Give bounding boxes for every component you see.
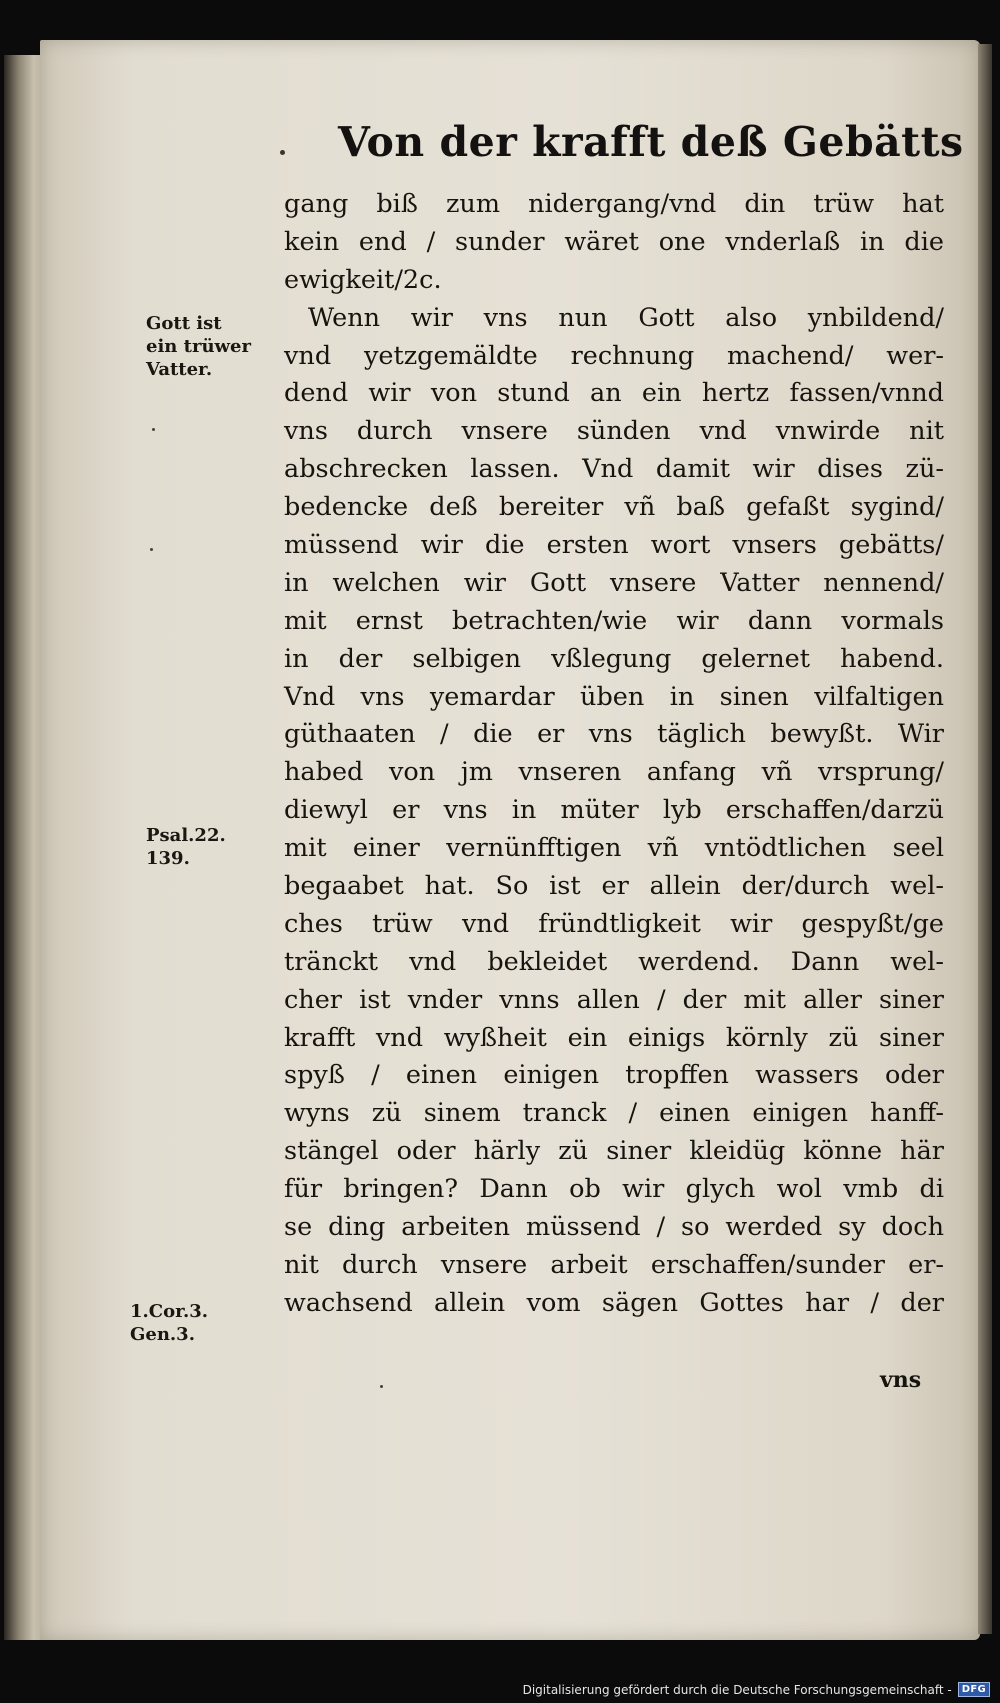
catchword: vns — [880, 1367, 922, 1393]
text-line: tränckt vnd bekleidet werdend. Dann wel- — [284, 946, 944, 977]
margin-note-line: 1.Cor.3. — [130, 1301, 209, 1322]
text-line: Vnd vns yemardar üben in sinen vilfaltigen — [284, 681, 944, 712]
text-line: ewigkeit/2c. — [284, 264, 442, 295]
running-head: Von der krafft deß Gebätts — [338, 118, 964, 166]
text-line: gang biß zum nidergang/vnd din trüw hat — [284, 189, 944, 219]
text-line: für bringen? Dann ob wir glych wol vmb di — [284, 1174, 944, 1205]
text-line: cher ist vnder vnns allen / der mit aller siner — [284, 984, 944, 1015]
text-line: wachsend allein vom sägen Gottes har / der — [284, 1287, 944, 1318]
margin-note-corinth — [130, 1300, 240, 1346]
text-line: mit ernst betrachten/wie wir dann vormals — [284, 605, 944, 636]
text-line: ches trüw vnd fründtligkeit wir gespyßt/ge — [284, 908, 944, 939]
text-line: in der selbigen vßlegung gelernet habend. — [284, 643, 944, 674]
text-line: abschrecken lassen. Vnd damit wir dises zü- — [284, 454, 944, 485]
text-line: in welchen wir Gott vnsere Vatter nennend/ — [284, 567, 944, 598]
text-line: krafft vnd wyßheit ein einigs körnly zü siner — [284, 1022, 944, 1053]
margin-note-line: ein trüwer — [146, 336, 251, 357]
text-line: Wenn wir vns nun Gott also ynbildend/ — [308, 302, 944, 333]
margin-note-gott — [146, 312, 276, 381]
paper-speck — [150, 548, 153, 551]
text-line: mit einer vernünfftigen vñ vntödtlichen seel — [284, 833, 944, 864]
margin-note-line: Gott ist — [146, 313, 222, 334]
book-page-right-edge — [978, 44, 992, 1634]
dfg-logo: DFG — [958, 1682, 990, 1697]
margin-note-line: Psal.22. — [146, 825, 226, 846]
text-line: spyß / einen einigen tropffen wassers oder — [284, 1060, 944, 1091]
margin-note-line: Vatter. — [146, 359, 213, 380]
margin-note-line: Gen.3. — [130, 1324, 195, 1345]
credit-text: Digitalisierung gefördert durch die Deutsche Forschungsgemeinschaft - — [522, 1682, 952, 1697]
text-line: nit durch vnsere arbeit erschaffen/sunder er- — [284, 1249, 944, 1280]
text-line: dend wir von stund an ein hertz fassen/vnnd — [284, 378, 944, 409]
text-line: müssend wir die ersten wort vnsers gebätts/ — [284, 530, 944, 561]
text-line: wyns zü sinem tranck / einen einigen hanff- — [284, 1098, 944, 1129]
text-line: vns durch vnsere sünden vnd vnwirde nit — [284, 416, 944, 447]
text-line: stängel oder härly zü siner kleidüg könne här — [284, 1136, 944, 1167]
head-ornament-dot — [280, 150, 285, 155]
text-line: begaabet hat. So ist er allein der/durch wel- — [284, 871, 944, 902]
text-line: güthaaten / die er vns täglich bewyßt. Wir — [284, 719, 944, 750]
paper-speck — [380, 1385, 383, 1388]
body-text — [284, 186, 944, 1323]
text-line: se ding arbeiten müssend / so werded sy doch — [284, 1212, 944, 1243]
text-line: kein end / sunder wäret one vnderlaß in die — [284, 226, 944, 257]
text-line: habed von jm vnseren anfang vñ vrsprung/ — [284, 757, 944, 788]
margin-note-line: 139. — [146, 848, 190, 869]
text-line: vnd yetzgemäldte rechnung machend/ wer- — [284, 340, 944, 371]
text-line: bedencke deß bereiter vñ baß gefaßt sygind/ — [284, 492, 944, 523]
paper-speck — [152, 428, 155, 431]
text-line: diewyl er vns in müter lyb erschaffen/darzü — [284, 795, 944, 826]
margin-note-psalm — [146, 824, 256, 870]
digitization-credit — [523, 1682, 990, 1697]
